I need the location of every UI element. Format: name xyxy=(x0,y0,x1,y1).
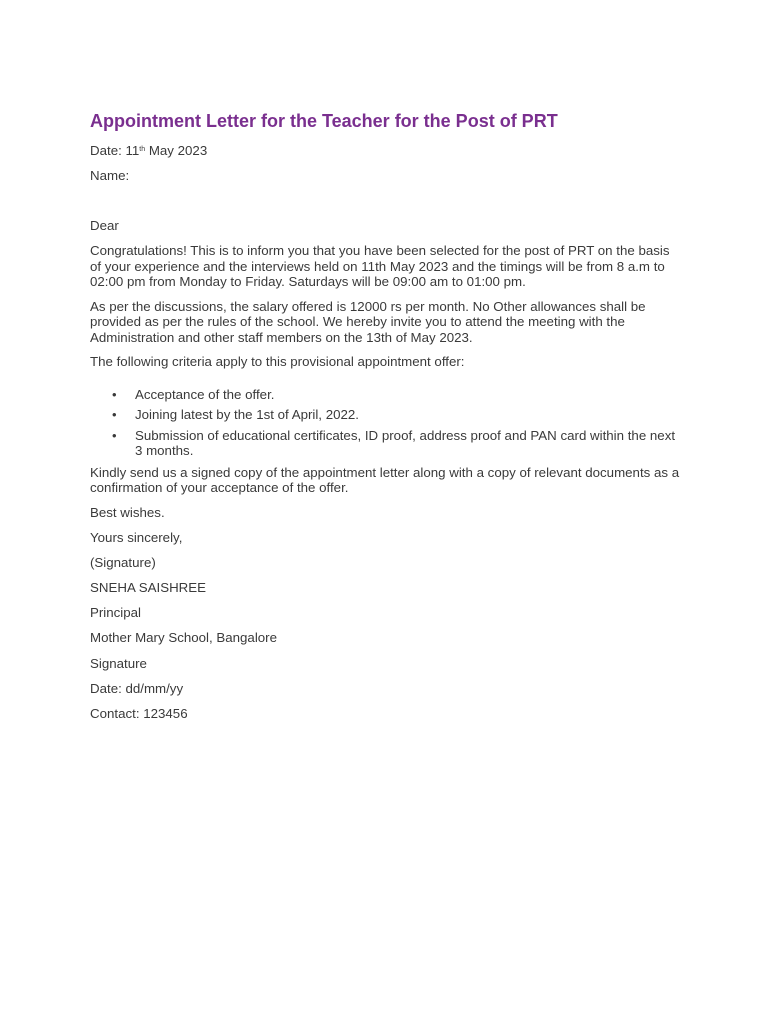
best-wishes: Best wishes. xyxy=(90,504,165,520)
paragraph-closing: Kindly send us a signed copy of the appointment letter along with a copy of relevant documents as a confirmation of your acceptance of the offer. xyxy=(90,464,680,495)
blank-spacer xyxy=(90,193,680,218)
criteria-text: Submission of educational certificates, ID proof, address proof and PAN card within the next 3 months. xyxy=(135,427,676,458)
date-line xyxy=(90,143,680,159)
criteria-text: Joining latest by the 1st of April, 2022. xyxy=(135,407,359,422)
paragraph-selection: Congratulations! This is to inform you that you have been selected for the post of PRT on the basis of your experience and the interviews held on 11th May 2023 and the timings will be from 8 a.m to 02:00 pm from Monday to Friday. Saturdays will be 09:00 am to 01:00 pm. xyxy=(90,243,670,289)
letter-title: Appointment Letter for the Teacher for the Post of PRT xyxy=(90,111,558,131)
bullet-icon: • xyxy=(112,386,117,402)
bullet-icon: • xyxy=(112,427,117,443)
paragraph-criteria-intro: The following criteria apply to this provisional appointment offer: xyxy=(90,354,465,369)
list-item xyxy=(90,428,680,459)
salutation: Dear xyxy=(90,218,119,233)
sign-off-block xyxy=(90,505,680,722)
date-label: Date: 11 xyxy=(90,143,140,158)
signature-placeholder: (Signature) xyxy=(90,554,156,570)
name-label: Name: xyxy=(90,168,130,183)
date-ordinal: th xyxy=(139,146,146,153)
yours-sincerely: Yours sincerely, xyxy=(90,529,183,545)
list-item xyxy=(90,387,680,403)
signature-label: Signature xyxy=(90,655,147,671)
sign-date-line: Date: dd/mm/yy xyxy=(90,680,184,696)
organization-name: Mother Mary School, Bangalore xyxy=(90,630,277,646)
date-rest: May 2023 xyxy=(145,143,208,158)
signer-designation: Principal xyxy=(90,605,141,621)
criteria-list xyxy=(90,387,680,459)
paragraph-salary: As per the discussions, the salary offered is 12000 rs per month. No Other allowances shall be provided as per the rules of the school. We hereby invite you to attend the meeting with the Administration and other staff members on the 13th of May 2023. xyxy=(90,298,646,345)
contact-line: Contact: 123456 xyxy=(90,706,188,721)
signer-name: SNEHA SAISHREE xyxy=(90,580,207,596)
criteria-text: Acceptance of the offer. xyxy=(135,386,275,402)
list-item xyxy=(90,407,680,423)
bullet-icon: • xyxy=(112,407,117,422)
letter-page xyxy=(90,110,680,731)
